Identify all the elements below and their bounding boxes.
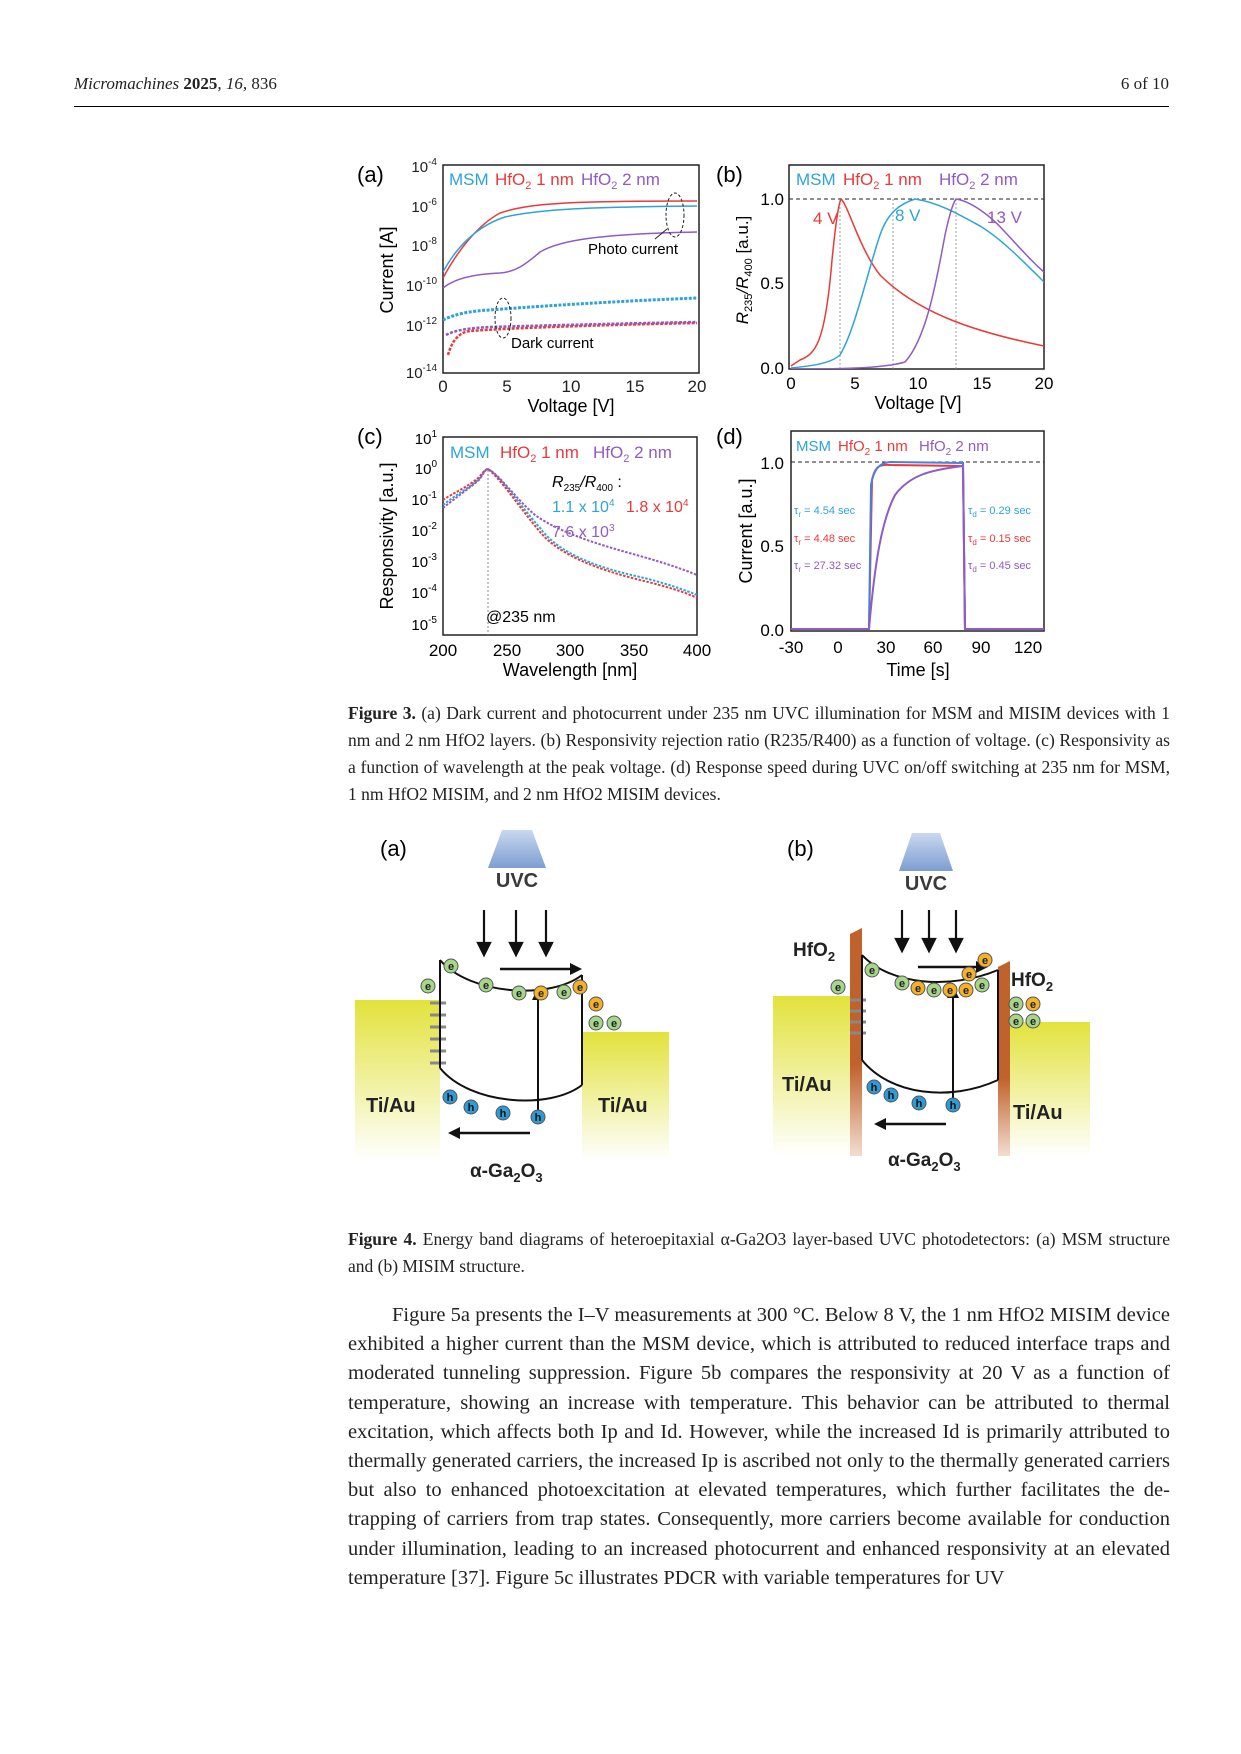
panel-a-xtick: 20 (687, 377, 707, 396)
article-number: 836 (251, 74, 277, 93)
journal-volume: 16 (225, 74, 243, 93)
electron: e (898, 978, 906, 990)
electron: e (962, 985, 970, 997)
hole: h (446, 1092, 454, 1104)
electron: e (981, 955, 989, 967)
legend-hfo2-2nm: HfO$_2$ 2 nm (593, 443, 672, 465)
panel-c-xtick: 350 (619, 641, 649, 660)
decay-time-msm: $\tau_d = 0.29$ sec (968, 505, 1031, 519)
uvc-beam (488, 830, 546, 868)
panel-b-ytick: 0.5 (760, 274, 784, 293)
legend-msm: MSM (450, 443, 490, 462)
panel-c-ytick: $10^0$ (414, 459, 437, 478)
electron: e (537, 988, 545, 1000)
panel-b-xtick: 0 (786, 374, 796, 393)
panel-d-xlabel: Time [s] (886, 660, 950, 680)
metal-label-left: Ti/Au (366, 1095, 416, 1117)
electron: e (1012, 1016, 1020, 1028)
panel-d-xtick: 0 (833, 638, 843, 657)
panel-a-xtick: 10 (561, 377, 581, 396)
rise-time-2nm: $\tau_r = 27.32$ sec (794, 560, 862, 574)
decay-time-1nm: $\tau_d = 0.15$ sec (968, 533, 1031, 547)
legend-hfo2-1nm: HfO$_2$ 1 nm (495, 170, 574, 192)
electron: e (930, 985, 938, 997)
valence-band (862, 1060, 998, 1093)
panel-a-ylabel: Current [A] (377, 226, 397, 314)
panel-a-ytick: $10^{-12}$ (405, 316, 437, 335)
rise-time-msm: $\tau_r = 4.54$ sec (794, 505, 856, 519)
body-text (348, 1301, 1170, 1593)
panel-d-ylabel: Current [a.u.] (736, 478, 756, 584)
figure-4 (0, 810, 1241, 1230)
panel-b-xtick: 5 (850, 374, 860, 393)
caption-text: (a) Dark current and photocurrent under 235 nm UVC illumination for MSM and MISIM devices with 1 nm and 2 nm HfO2 layers. (b) Responsivity rejection ratio (R235/R400) as a function of voltage. (c) Responsivity as a function of wavelength at the peak voltage. (d) Response speed during UVC on/off switching at 235 nm for MSM, 1 nm HfO2 MISIM, and 2 nm HfO2 MISIM devices. (348, 703, 1170, 804)
hfo2-layer-left (850, 928, 862, 1156)
panel-c-ytick: $10^{-3}$ (411, 552, 437, 571)
electron: e (868, 965, 876, 977)
panel-d-ytick: 1.0 (760, 454, 784, 473)
panel-d-frame (791, 431, 1044, 631)
electron: e (946, 985, 954, 997)
panel-a-ytick: $10^{-6}$ (411, 197, 437, 216)
panel-c-label: (c) (357, 424, 383, 449)
electron: e (1029, 999, 1037, 1011)
decay-time-2nm: $\tau_d = 0.45$ sec (968, 560, 1031, 574)
journal-header: Micromachines 2025, 16, 836 (74, 74, 277, 93)
panel-a (357, 157, 706, 416)
panel-b-xlabel: Voltage [V] (874, 393, 962, 413)
electron: e (1012, 999, 1020, 1011)
hole: h (534, 1112, 542, 1124)
panel-d-xtick: 120 (1013, 638, 1043, 657)
panel-d-xtick: -30 (778, 638, 804, 657)
panel-d-label: (d) (716, 424, 743, 449)
electron: e (576, 982, 584, 994)
valence-band (440, 1068, 582, 1100)
panel-b-label: (b) (787, 836, 814, 861)
panel-c-xtick: 400 (682, 641, 712, 660)
semiconductor-label: $\alpha-Ga_2O_3$ (470, 1161, 543, 1185)
peak-label-2nm: 13 V (987, 208, 1022, 227)
electron: e (978, 980, 986, 992)
caption-label: Figure 4. (348, 1229, 417, 1249)
electron: e (592, 1018, 600, 1030)
panel-c-ylabel: Responsivity [a.u.] (377, 462, 397, 610)
dark-current-label: Dark current (511, 335, 594, 352)
hole: h (887, 1090, 895, 1102)
panel-b-ylabel: $R_{235}/R_{400}$ [a.u.] (733, 215, 755, 325)
legend-hfo2-2nm: HfO$_2$ 2 nm (581, 170, 660, 192)
peak-label-1nm: 8 V (895, 206, 921, 225)
photo-current-ellipse (666, 193, 684, 237)
caption-text: Energy band diagrams of heteroepitaxial α-Ga2O3 layer-based UVC photodetectors: (a) MSM structure and (b) MISIM structure. (348, 1229, 1171, 1276)
ratio-msm: 1.1 x $10^4$ (552, 498, 615, 516)
panel-b (716, 162, 1053, 413)
uvc-label: UVC (904, 873, 948, 895)
hole: h (915, 1098, 923, 1110)
panel-c-ytick: $10^{-4}$ (411, 583, 437, 602)
legend-hfo2-1nm: HfO$_2$ 1 nm (500, 443, 579, 465)
panel-c-xtick: 250 (492, 641, 522, 660)
page-number: 6 of 10 (1120, 74, 1169, 93)
band-diagram-misim (773, 833, 1090, 1174)
panel-a-ytick: $10^{-4}$ (411, 157, 437, 176)
panel-a-xtick: 15 (625, 377, 645, 396)
figure-4-caption (348, 1226, 1170, 1280)
panel-b-xtick: 10 (908, 374, 928, 393)
photo-current-label: Photo current (588, 241, 679, 258)
figure-3-caption (348, 700, 1170, 808)
electron: e (834, 982, 842, 994)
panel-b-xtick: 15 (972, 374, 992, 393)
hfo2-layer-right (998, 961, 1010, 1156)
rise-time-1nm: $\tau_r = 4.48$ sec (794, 533, 856, 547)
hole: h (949, 1100, 957, 1112)
journal-name: Micromachines (74, 74, 180, 93)
uvc-label: UVC (495, 870, 539, 892)
panel-a-xtick: 0 (438, 377, 448, 396)
ratio-2nm: 7.6 x $10^3$ (552, 523, 615, 541)
metal-label-left: Ti/Au (782, 1074, 832, 1096)
panel-c-xtick: 200 (428, 641, 458, 660)
metal-left (355, 1000, 440, 1160)
panel-b-ytick: 0.0 (760, 359, 784, 378)
legend-msm: MSM (796, 438, 831, 455)
hfo2-label-left: HfO$_2$ (793, 940, 836, 964)
electron: e (560, 987, 568, 999)
panel-a-ytick: $10^{-14}$ (405, 363, 437, 382)
panel-a-ytick: $10^{-10}$ (405, 276, 437, 295)
electron: e (424, 981, 432, 993)
panel-c (357, 424, 711, 680)
legend-hfo2-2nm: HfO$_2$ 2 nm (919, 438, 989, 458)
panel-a-label: (a) (380, 836, 407, 861)
hole: h (467, 1102, 475, 1114)
panel-d-ytick: 0.0 (760, 621, 784, 640)
panel-d (716, 424, 1044, 680)
panel-a-xlabel: Voltage [V] (527, 396, 615, 416)
electron: e (914, 983, 922, 995)
panel-b-frame (789, 165, 1044, 369)
hfo2-label-right: HfO$_2$ (1011, 970, 1054, 994)
panel-a-xtick: 5 (502, 377, 512, 396)
panel-d-xtick: 90 (971, 638, 991, 657)
dark-current-ellipse (495, 298, 511, 338)
panel-a-ytick: $10^{-8}$ (411, 236, 437, 255)
metal-right (1009, 1022, 1090, 1156)
panel-b-label: (b) (716, 162, 743, 187)
electron: e (515, 988, 523, 1000)
caption-label: Figure 3. (348, 703, 416, 723)
legend-hfo2-1nm: HfO$_2$ 1 nm (843, 170, 922, 192)
peak-wavelength-label: @235 nm (486, 609, 556, 626)
panel-c-ytick: $10^{-1}$ (411, 490, 437, 509)
electron: e (447, 961, 455, 973)
band-diagram-msm (355, 830, 669, 1185)
figure-3 (0, 0, 1241, 700)
electron: e (592, 999, 600, 1011)
legend-msm: MSM (796, 170, 836, 189)
legend-msm: MSM (449, 170, 489, 189)
legend-hfo2-1nm: HfO$_2$ 1 nm (838, 438, 908, 458)
peak-label-msm: 4 V (813, 209, 839, 228)
panel-c-ytick: $10^{-2}$ (411, 521, 437, 540)
electron: e (610, 1018, 618, 1030)
body-paragraph: Figure 5a presents the I–V measurements at 300 °C. Below 8 V, the 1 nm HfO2 MISIM device exhibited a higher current than the MSM device, which is attributed to reduced interface traps and moderated tunneling suppression. Figure 5b compares the responsivity at 20 V as a function of temperature, showing an increase with temperature. This behavior can be attributed to thermal excitation, which affects both Ip and Id. However, while the increased Id is primarily attributed to thermally generated carriers, the increased Ip is ascribed not only to the thermally generated carriers but also to enhanced photoexcitation at elevated temperatures, which further facilitates the de-trapping of carriers from trap states. Consequently, more carriers become available for conduction under illumination, leading to an increased photocurrent and enhanced responsivity at an elevated temperature [37]. Figure 5c illustrates PDCR with variable temperatures for UV (348, 1304, 1170, 1589)
hole: h (499, 1108, 507, 1120)
journal-year: 2025 (183, 74, 218, 93)
panel-a-label: (a) (357, 162, 384, 187)
uvc-beam (899, 833, 953, 871)
panel-c-ytick: $10^1$ (414, 429, 437, 448)
metal-label-right: Ti/Au (1013, 1102, 1063, 1124)
panel-b-ytick: 1.0 (760, 190, 784, 209)
panel-c-ytick: $10^{-5}$ (411, 615, 437, 634)
electron: e (1029, 1016, 1037, 1028)
panel-c-xtick: 300 (555, 641, 585, 660)
ratio-1nm: 1.8 x $10^4$ (626, 498, 689, 516)
ratio-title: $R_{235}/R_{400}$ : (552, 474, 622, 494)
electron: e (482, 980, 490, 992)
metal-label-right: Ti/Au (598, 1095, 648, 1117)
hole: h (870, 1082, 878, 1094)
panel-c-xlabel: Wavelength [nm] (502, 660, 638, 680)
panel-d-xtick: 60 (923, 638, 943, 657)
electron: e (965, 969, 973, 981)
semiconductor-label: $\alpha-Ga_2O_3$ (888, 1150, 961, 1174)
panel-b-xtick: 20 (1034, 374, 1054, 393)
panel-d-xtick: 30 (876, 638, 896, 657)
legend-hfo2-2nm: HfO$_2$ 2 nm (939, 170, 1018, 192)
panel-d-ytick: 0.5 (760, 537, 784, 556)
